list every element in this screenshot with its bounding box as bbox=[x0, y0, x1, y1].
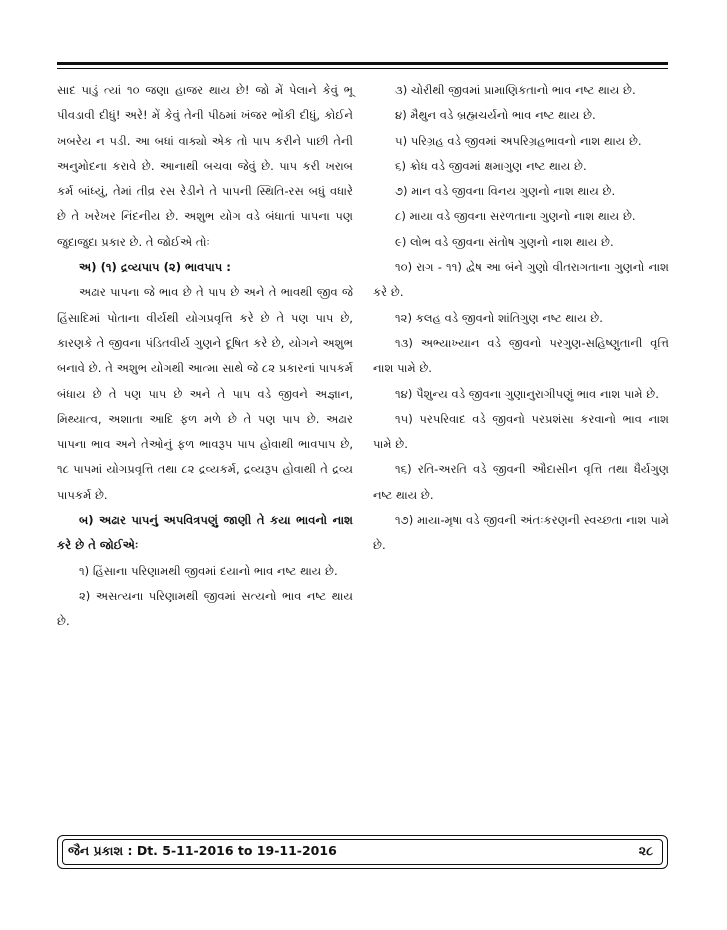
paragraph: અઢાર પાપના જે ભાવ છે તે પાપ છે અને તે ભાવથી જીવ જે હિંસાદિમાં પોતાના વીર્યથી યોગપ્રવૃત્તિ કરે છે તે પણ પાપ છે, કારણકે તે જીવના પંડિતવીર્ય ગુણને દૂષિત કરે છે, યોગને અશુભ બનાવે છે. તે અશુભ યોગથી આત્મા સાથે જે ૮૨ પ્રકારનાં પાપકર્મ બંધાય છે તે પણ પાપ છે અને તે પાપ વડે જીવને અજ્ઞાન, મિથ્યાત્વ, અશાતા આદિ ફળ મળે છે તે પણ પાપ છે. અઢાર પાપના ભાવ અને તેઓનું ફળ ભાવરૂપ પાપ હોવાથી ભાવપાપ છે, ૧૮ પાપમાં યોગપ્રવૃત્તિ તથા ૮૨ દ્રવ્યકર્મ, દ્રવ્યરૂપ હોવાથી તે દ્રવ્ય પાપકર્મ છે. bbox=[57, 285, 353, 502]
list-item: ૯) લોભ વડે જીવના સંતોષ ગુણનો નાશ થાય છે. bbox=[395, 234, 614, 249]
list-item: ૧૪) પૈશુન્ય વડે જીવના ગુણાનુરાગીપણું ભાવ નાશ પામે છે. bbox=[395, 386, 659, 401]
list-item: ૭) માન વડે જીવના વિનય ગુણનો નાશ થાય છે. bbox=[395, 184, 616, 199]
list-item: ૧૨) કલહ વડે જીવનો શાંતિગુણ નષ્ટ થાય છે. bbox=[395, 310, 603, 325]
section-heading: અ) (૧) દ્રવ્યપાપ (૨) ભાવપાપ : bbox=[79, 260, 231, 275]
list-item: ૪) મૈથુન વડે બ્રહ્મચર્યનો ભાવ નષ્ટ થાય છે. bbox=[395, 108, 596, 123]
footer bbox=[57, 835, 668, 869]
list-item: ૩) ચોરીથી જીવમાં પ્રામાણિકતાનો ભાવ નષ્ટ થાય છે. bbox=[395, 83, 636, 97]
list-item: ૮) માયા વડે જીવના સરળતાના ગુણનો નાશ થાય છે. bbox=[395, 209, 636, 224]
list-item: ૧૩) અભ્યાખ્યાન વડે જીવનો પરગુણ-સહિષ્ણુતાની વૃત્તિ નાશ પામે છે. bbox=[373, 335, 669, 376]
list-item: ૧૦) રાગ - ૧૧) દ્વેષ આ બંને ગુણો વીતરાગતાના ગુણનો નાશ કરે છે. bbox=[373, 260, 669, 300]
list-item: ૧૬) રતિ-અરતિ વડે જીવની ઔદાસીન વૃત્તિ તથા ધૈર્યગુણ નષ્ટ થાય છે. bbox=[373, 462, 669, 502]
list-item: ૫) પરિગ્રહ વડે જીવમાં અપરિગ્રહભાવનો નાશ થાય છે. bbox=[395, 133, 642, 148]
right-column bbox=[373, 78, 669, 559]
page-number: ૨૮ bbox=[638, 843, 653, 858]
list-item: ૧) હિંસાના પરિણામથી જીવમાં દયાનો ભાવ નષ્ટ થાય છે. bbox=[79, 563, 338, 578]
paragraph: સાદ પાડું ત્યાં ૧૦ જણા હાજર થાય છે! જો મેં પેલાને કેવું ભૂ પીવડાવી દીધું! અરે! મેં કેવું તેની પીઠમાં ખંજર ભોંકી દીધું, કોઈને ખબરેય ન પડી. આ બધાં વાક્યો એક તો પાપ કરીને પાછી તેની અનુમોદના કરાવે છે. આનાથી બચવા જેવું છે. પાપ કરી ખરાબ કર્મ બાંધ્યું, તેમાં તીવ્ર રસ રેડીને તે પાપની સ્થિતિ-રસ બધું વધારે છે તે ખરેખર નિંદનીય છે. અશુભ યોગ વડે બંધાતાં પાપના પણ જુદાજુદા પ્રકાર છે. તે જોઈએ તોઃ bbox=[57, 83, 353, 249]
list-item: ૨) અસત્યના પરિણામથી જીવમાં સત્યનો ભાવ નષ્ટ થાય છે. bbox=[57, 588, 353, 629]
left-column bbox=[57, 78, 353, 635]
header-rule-thin bbox=[57, 68, 668, 69]
header-rule-thick bbox=[57, 62, 668, 65]
section-heading: બ) અઢાર પાપનું અપવિત્રપણું જાણી તે કયા ભાવનો નાશ કરે છે તે જોઈએઃ bbox=[57, 513, 353, 553]
list-item: ૧૭) માયા-મૃષા વડે જીવની અંતઃકરણની સ્વચ્છતા નાશ પામે છે. bbox=[373, 513, 669, 553]
list-item: ૧૫) પરપરિવાદ વડે જીવનો પરપ્રશંસા કરવાનો ભાવ નાશ પામે છે. bbox=[373, 411, 669, 452]
list-item: ૬) ક્રોધ વડે જીવમાં ક્ષમાગુણ નષ્ટ થાય છે. bbox=[395, 158, 587, 173]
publication-info: જૈન પ્રકાશ : Dt. 5-11-2016 to 19-11-2016 bbox=[68, 843, 337, 858]
